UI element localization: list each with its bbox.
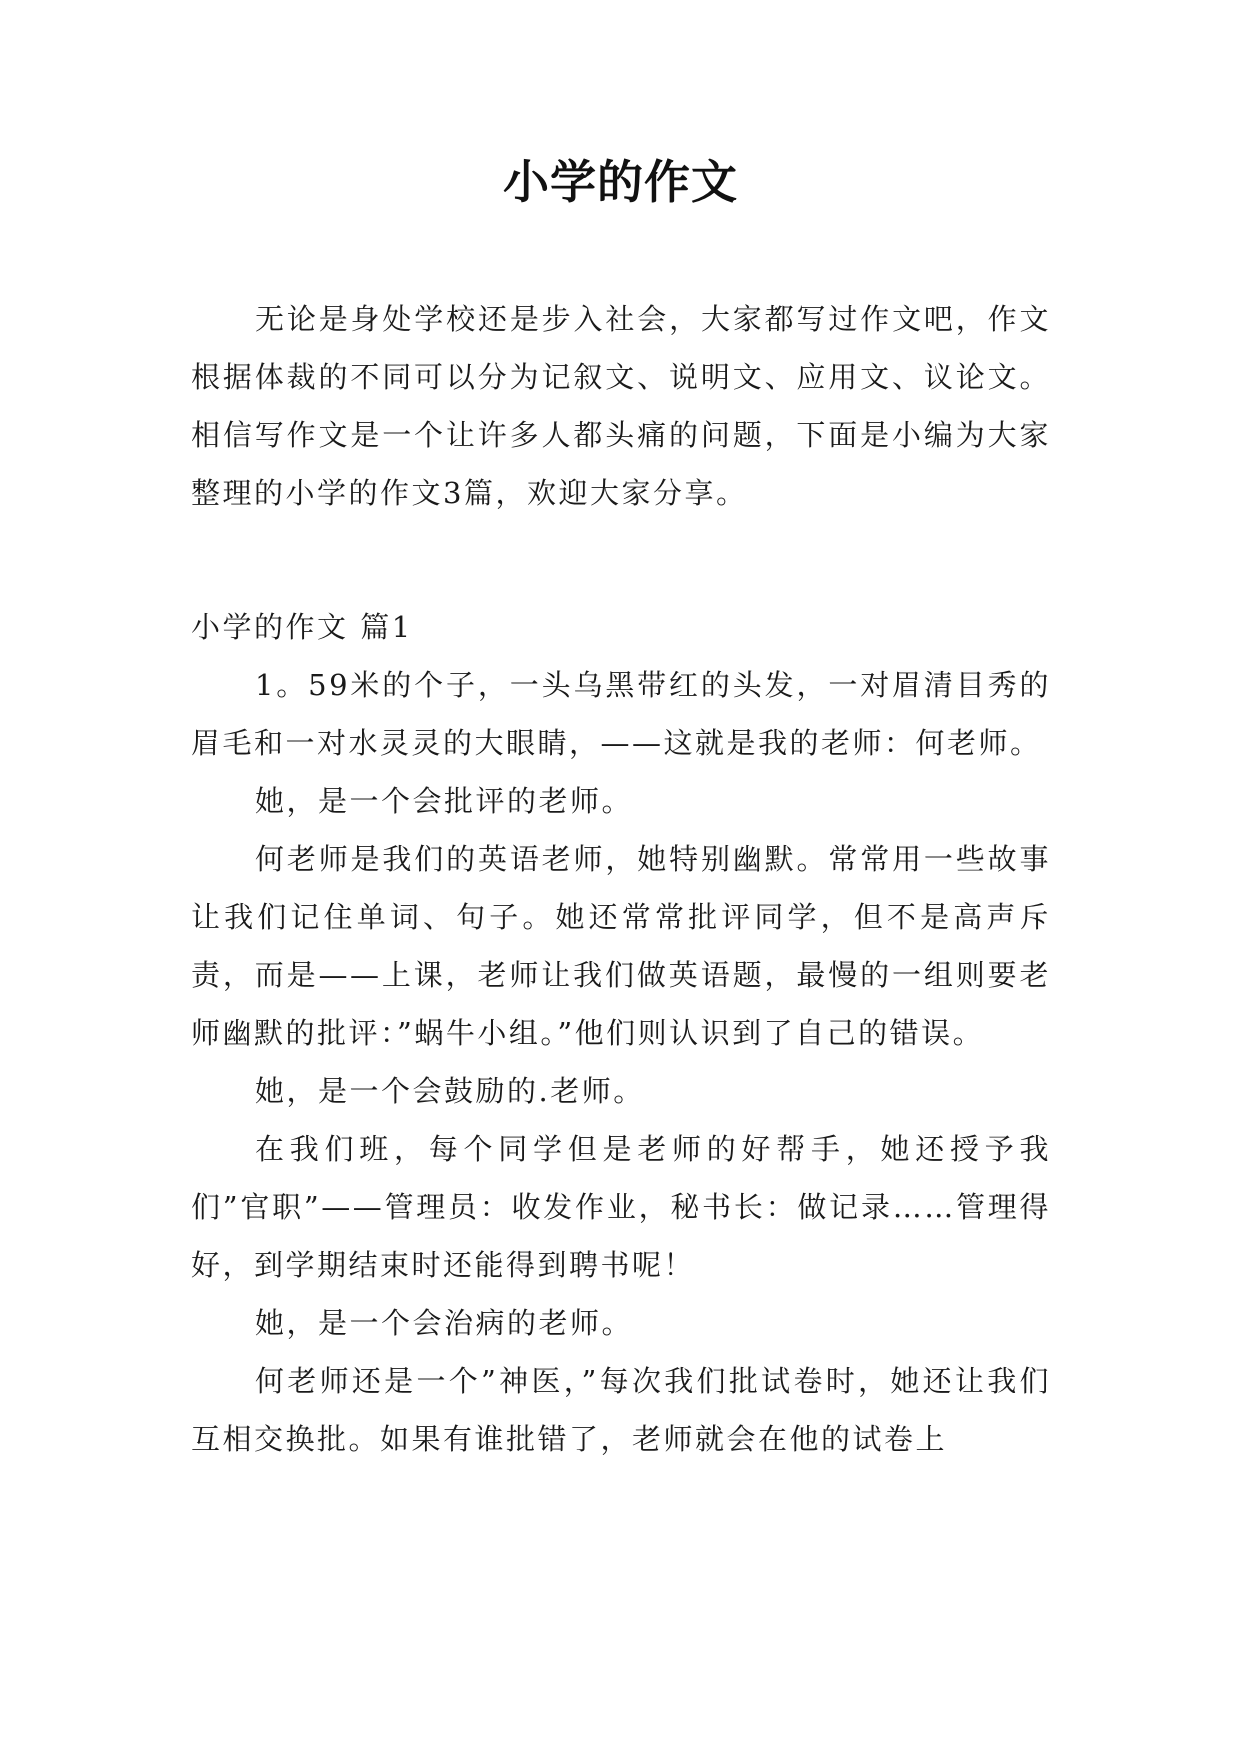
body-paragraph: 在我们班，每个同学但是老师的好帮手，她还授予我们”官职”——管理员：收发作业，秘书长：做记录……管理得好，到学期结束时还能得到聘书呢！: [191, 1132, 1051, 1282]
document-body: [191, 290, 1051, 1468]
body-paragraph: 她，是一个会鼓励的.老师。: [255, 1074, 645, 1108]
body-paragraph: 她，是一个会治病的老师。: [255, 1306, 634, 1340]
document-title: 小学的作文: [503, 155, 738, 209]
body-paragraph: 何老师是我们的英语老师，她特别幽默。常常用一些故事让我们记住单词、句子。她还常常批评同学，但不是高声斥责，而是——上课，老师让我们做英语题，最慢的一组则要老师幽默的批评：”蜗牛小组。”他们则认识到了自己的错误。: [191, 842, 1051, 1050]
section-heading: 小学的作文 篇1: [191, 610, 413, 644]
body-paragraph: 何老师还是一个”神医，”每次我们批试卷时，她还让我们互相交换批。如果有谁批错了，老师就会在他的试卷上: [191, 1364, 1051, 1456]
intro-paragraph: 无论是身处学校还是步入社会，大家都写过作文吧，作文根据体裁的不同可以分为记叙文、说明文、应用文、议论文。相信写作文是一个让许多人都头痛的问题，下面是小编为大家整理的小学的作文3篇，欢迎大家分享。: [191, 302, 1051, 510]
body-paragraph: 1。59米的个子，一头乌黑带红的头发，一对眉清目秀的眉毛和一对水灵灵的大眼睛，——这就是我的老师：何老师。: [191, 668, 1051, 760]
body-paragraph: 她，是一个会批评的老师。: [255, 784, 634, 818]
